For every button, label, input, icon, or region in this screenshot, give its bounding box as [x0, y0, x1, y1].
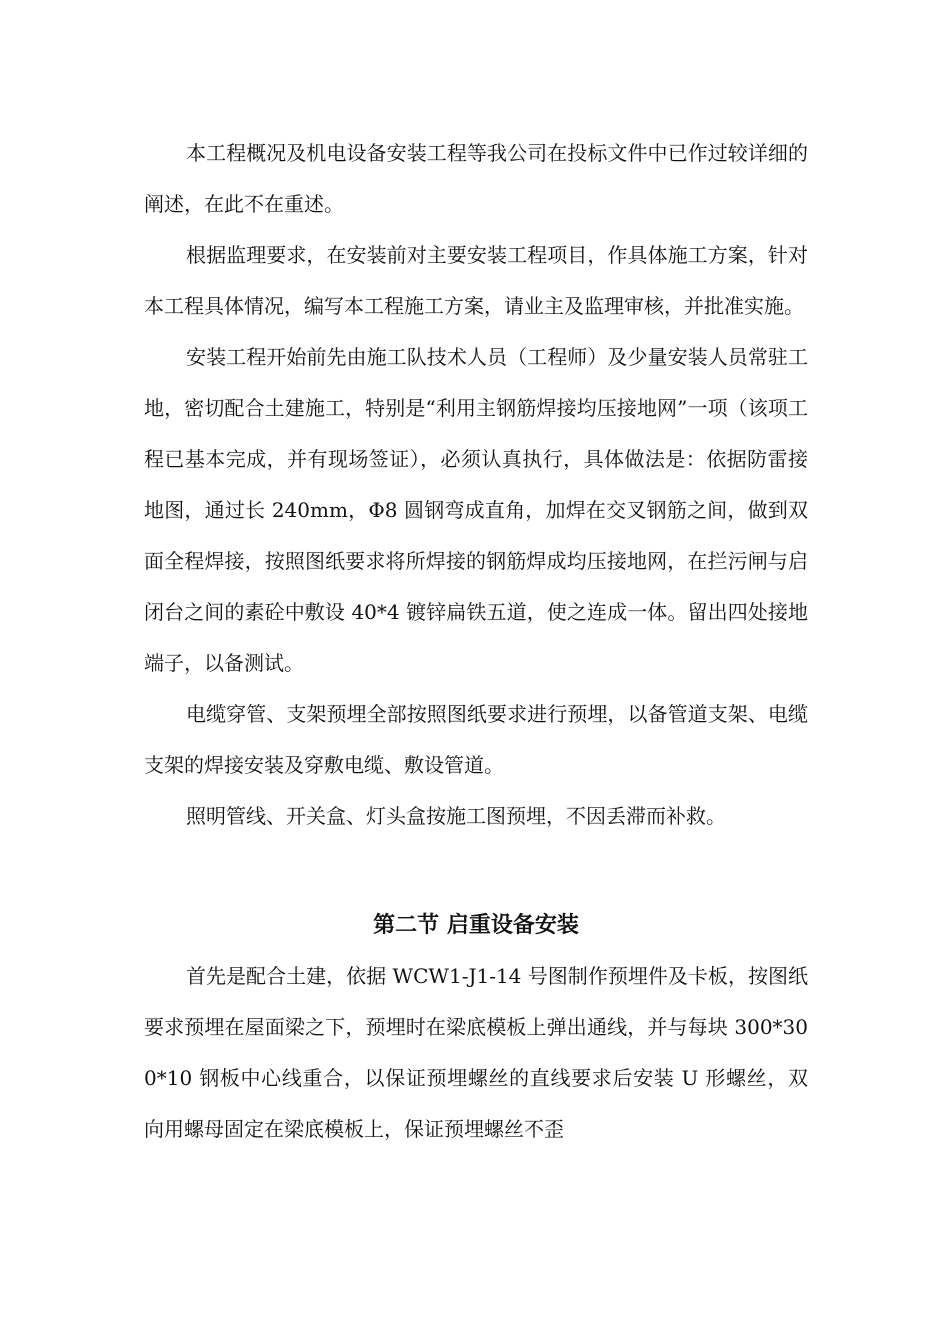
paragraph-grounding: 安装工程开始前先由施工队技术人员（工程师）及少量安装人员常驻工地，密切配合土建施工，特别是“利用主钢筋焊接均压接地网”一项（该项工程已基本完成，并有现场签证），必须认真执行，具体做法是：依据防雷接地图，通过长 240mm，Φ8 圆钢弯成直角，加焊在交叉钢筋之间，做到双面全程焊接，按照图纸要求将所焊接的钢筋焊成均压接地网，在拦污闸与启闭台之间的素砼中敷设 40*4 镀锌扁铁五道，使之连成一体。留出四处接地端子，以备测试。: [144, 345, 808, 675]
paragraph-embedded-parts: 首先是配合土建，依据 WCW1-J1-14 号图制作预埋件及卡板，按图纸要求预埋在屋面梁之下，预埋时在梁底模板上弹出通线，并与每块 300*300*10 钢板中心线重合，以保证预埋螺丝的直线要求后安装 U 形螺丝，双向用螺母固定在梁底模板上，保证预埋螺丝不歪: [144, 964, 808, 1141]
paragraph-cable-conduit: 电缆穿管、支架预埋全部按照图纸要求进行预埋，以备管道支架、电缆支架的焊接安装及穿敷电缆、敷设管道。: [144, 702, 808, 777]
section-heading: 第二节 启重设备安装: [373, 913, 579, 938]
paragraph-overview: 本工程概况及机电设备安装工程等我公司在投标文件中已作过较详细的阐述，在此不在重述。: [144, 141, 808, 216]
paragraph-lighting: 照明管线、开关盒、灯头盒按施工图预埋，不因丢滞而补救。: [186, 804, 726, 828]
paragraph-supervision: 根据监理要求，在安装前对主要安装工程项目，作具体施工方案，针对本工程具体情况，编写本工程施工方案，请业主及监理审核，并批准实施。: [144, 243, 808, 318]
document-page: [144, 128, 808, 1155]
